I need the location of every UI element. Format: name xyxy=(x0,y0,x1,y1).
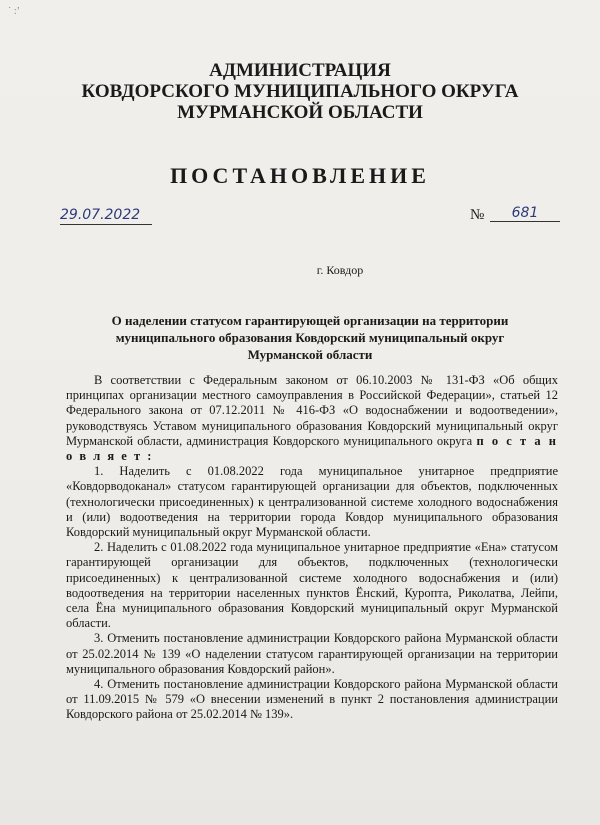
header-line-3: МУРМАНСКОЙ ОБЛАСТИ xyxy=(177,102,423,123)
document-date: 29.07.2022 xyxy=(60,207,152,225)
header-line-2: КОВДОРСКОГО МУНИЦИПАЛЬНОГО ОКРУГА xyxy=(81,81,519,102)
subject-line-1: О наделении статусом гарантирующей организации на территории xyxy=(111,313,509,328)
resolves-word: п о с т а н о в л я е т : xyxy=(66,433,559,464)
corner-mark: ˙ :’ xyxy=(8,6,20,17)
preamble-text: В соответствии с Федеральным законом от 06.10.2003 № 131-ФЗ «Об общих принципах организации местного самоуправления в Российской Федерации», статьей 12 Федерального закона от 07.12.2011 № 416-ФЗ «О водоснабжении и водоотведении», руководствуясь Уставом муниципального образования Ковдорский муниципальный округ Мурманской области, администрация Ковдорского муниципального округа xyxy=(66,373,558,448)
city: г. Ковдор xyxy=(316,263,364,277)
document-type: ПОСТАНОВЛЕНИЕ xyxy=(170,163,430,188)
document-subject xyxy=(80,312,540,363)
preamble-paragraph xyxy=(66,373,558,464)
subject-line-2: муниципального образования Ковдорский муниципальный округ xyxy=(115,330,505,345)
item-3: 3. Отменить постановление администрации Ковдорского района Мурманской области от 25.02.2014 № 139 «О наделении статусом гарантирующей организации на территории муниципального образования Ковдорский район». xyxy=(66,631,558,676)
document-body xyxy=(66,373,558,723)
item-1: 1. Наделить с 01.08.2022 года муниципальное унитарное предприятие «Ковдорводоканал» статусом гарантирующей организации для объектов, подключенных (технологически присоединенных) к централизованной системе холодного водоснабжения и (или) водоотведения на территории города Ковдор муниципального образования Ковдорский муниципальный округ Мурманской области. xyxy=(66,464,558,540)
number-label: № xyxy=(470,207,485,223)
issuer-header xyxy=(40,60,560,123)
subject-line-3: Мурманской области xyxy=(247,347,373,362)
item-4: 4. Отменить постановление администрации Ковдорского района Мурманской области от 11.09.2015 № 579 «О внесении изменений в пункт 2 постановления администрации Ковдорского района от 25.02.2014 № 139». xyxy=(66,677,558,722)
document-number: 681 xyxy=(490,205,560,222)
item-2: 2. Наделить с 01.08.2022 года муниципальное унитарное предприятие «Ена» статусом гарантирующей организации для объектов, подключенных (технологически присоединенных) к централизованной системе холодного водоснабжения и (или) водоотведения на территории населенных пунктов Ёнский, Куропта, Риколатва, Лейпи, села Ёна муниципального образования Ковдорский муниципальный округ Мурманской области. xyxy=(66,540,558,631)
header-line-1: АДМИНИСТРАЦИЯ xyxy=(209,60,391,81)
